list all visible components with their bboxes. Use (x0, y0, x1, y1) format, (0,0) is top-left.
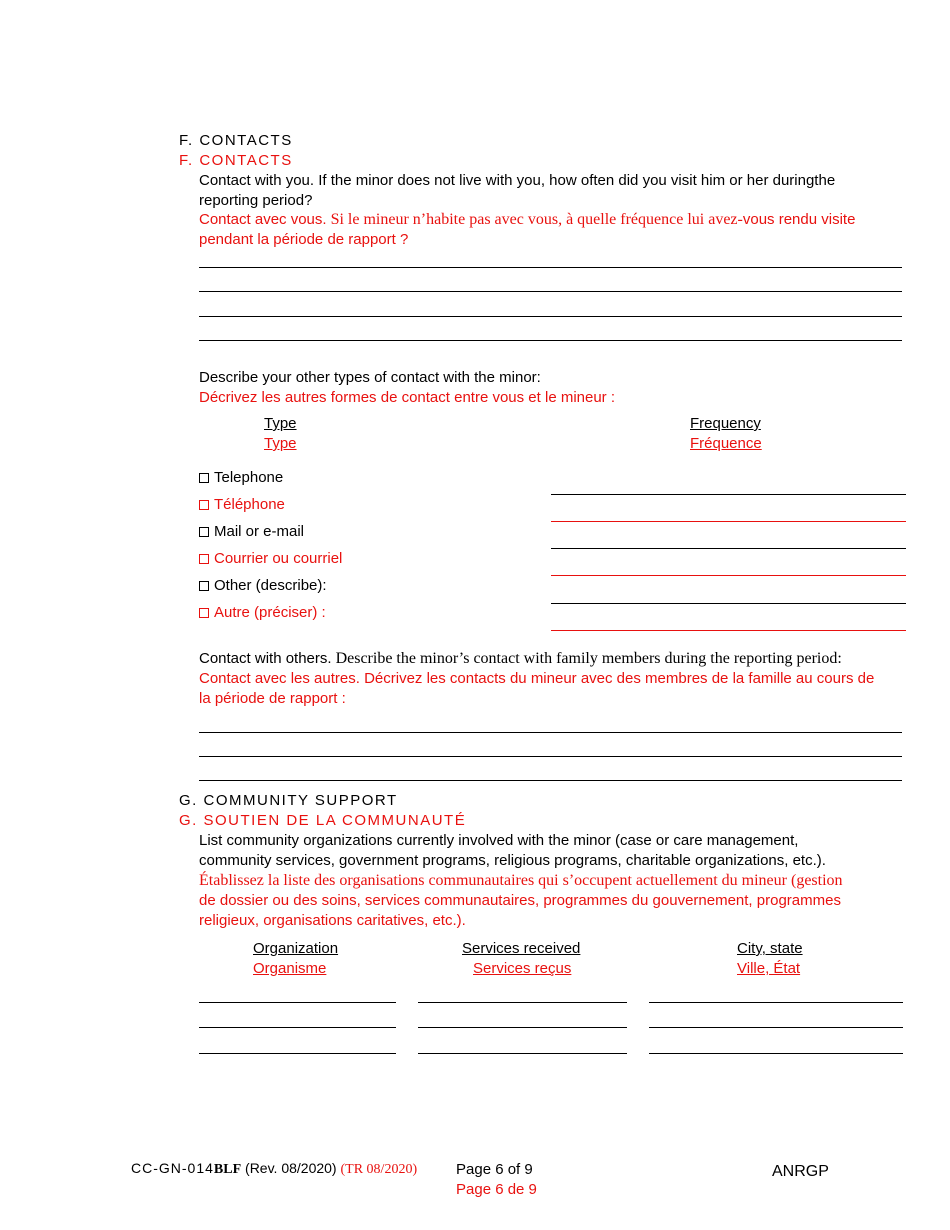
frequency-line-telephone[interactable] (551, 494, 906, 495)
page-number-fr: Page 6 de 9 (456, 1181, 537, 1198)
option-mail-en[interactable] (199, 522, 304, 542)
frequency-line-mail-fr[interactable] (551, 575, 906, 576)
community-list-en-2: community services, government programs, religious programs, charitable organizations, etc.). (199, 852, 826, 869)
col-type-fr: Type (264, 435, 297, 452)
contact-you-question-fr-1 (199, 210, 855, 230)
col-organization-en: Organization (253, 940, 339, 957)
contact-you-lead-fr: Contact avec vous. (199, 211, 327, 228)
frequency-line-other-fr[interactable] (551, 630, 906, 631)
services-line-3[interactable] (418, 1053, 627, 1054)
form-suffix: BLF (213, 1162, 242, 1177)
checkbox-icon[interactable] (199, 473, 209, 483)
city-line-2[interactable] (649, 1027, 903, 1028)
option-label: Telephone (214, 469, 284, 486)
form-rev: (Rev. 08/2020) (241, 1160, 341, 1176)
org-line-2[interactable] (199, 1027, 396, 1028)
answer-line-4[interactable] (199, 340, 902, 341)
others-answer-line-1[interactable] (199, 732, 902, 733)
contact-others-question-fr-1: Contact avec les autres. Décrivez les contacts du mineur avec des membres de la famille au cours de (199, 670, 875, 687)
form-tr: (TR 08/2020) (340, 1162, 418, 1177)
section-f-title-fr: F. CONTACTS (179, 152, 293, 169)
city-line-1[interactable] (649, 1002, 903, 1003)
option-telephone-fr[interactable] (199, 495, 285, 515)
org-line-3[interactable] (199, 1053, 396, 1054)
col-frequency-fr: Fréquence (690, 435, 762, 452)
option-label: Téléphone (214, 496, 285, 513)
option-label: Courrier ou courriel (214, 550, 343, 567)
community-list-fr-1: Établissez la liste des organisations communautaires qui s’occupent actuellement du mineur (gestion (199, 872, 843, 889)
col-frequency-en: Frequency (690, 415, 761, 432)
option-label: Autre (préciser) : (214, 604, 326, 621)
col-services-fr: Services reçus (473, 960, 572, 977)
answer-line-3[interactable] (199, 316, 902, 317)
option-label: Mail or e-mail (214, 523, 305, 540)
checkbox-icon[interactable] (199, 527, 209, 537)
option-mail-fr[interactable] (199, 549, 342, 569)
option-label: Other (describe): (214, 577, 327, 594)
contact-others-question-en (199, 649, 842, 669)
section-f-title-en: F. CONTACTS (179, 132, 293, 149)
other-types-label-en: Describe your other types of contact with the minor: (199, 369, 541, 386)
community-list-fr-3: religieux, organisations caritatives, etc.). (199, 912, 466, 929)
checkbox-icon[interactable] (199, 554, 209, 564)
contact-others-question-fr-2: la période de rapport : (199, 690, 346, 707)
footer-form-id (131, 1160, 417, 1178)
col-type-en: Type (264, 415, 297, 432)
col-organization-fr: Organisme (253, 960, 327, 977)
col-services-en: Services received (462, 940, 581, 957)
contact-you-question-fr-2: pendant la période de rapport ? (199, 231, 409, 248)
frequency-line-telephone-fr[interactable] (551, 521, 906, 522)
answer-line-1[interactable] (199, 267, 902, 268)
col-city-en: City, state (737, 940, 803, 957)
page-number-en: Page 6 of 9 (456, 1161, 533, 1178)
other-types-label-fr: Décrivez les autres formes de contact entre vous et le mineur : (199, 389, 616, 406)
footer-tag: ANRGP (772, 1163, 829, 1180)
city-line-3[interactable] (649, 1053, 903, 1054)
option-other-fr[interactable] (199, 603, 326, 623)
checkbox-icon[interactable] (199, 500, 209, 510)
answer-line-2[interactable] (199, 291, 902, 292)
section-g-title-en: G. COMMUNITY SUPPORT (179, 792, 398, 809)
community-list-fr-2: de dossier ou des soins, services communautaires, programmes du gouvernement, programmes (199, 892, 841, 909)
others-answer-line-2[interactable] (199, 756, 902, 757)
option-other-en[interactable] (199, 576, 327, 596)
contact-others-lead-en: Contact with others. (199, 650, 332, 667)
contact-you-question-en-1: Contact with you. If the minor does not live with you, how often did you visit him or her duringthe (199, 172, 836, 189)
services-line-2[interactable] (418, 1027, 627, 1028)
others-answer-line-3[interactable] (199, 780, 902, 781)
col-city-fr: Ville, État (737, 960, 801, 977)
community-list-en-1: List community organizations currently involved with the minor (case or care management, (199, 832, 799, 849)
contact-you-rest2-fr: vous rendu visite (742, 211, 856, 228)
form-code: CC-GN-014 (131, 1160, 214, 1176)
section-g-title-fr: G. SOUTIEN DE LA COMMUNAUTÉ (179, 812, 467, 829)
contact-you-rest-fr: Si le mineur n’habite pas avec vous, à quelle fréquence lui avez- (326, 211, 743, 228)
contact-you-question-en-2: reporting period? (199, 192, 313, 209)
frequency-line-other[interactable] (551, 603, 906, 604)
checkbox-icon[interactable] (199, 581, 209, 591)
org-line-1[interactable] (199, 1002, 396, 1003)
option-telephone-en[interactable] (199, 468, 283, 488)
frequency-line-mail[interactable] (551, 548, 906, 549)
services-line-1[interactable] (418, 1002, 627, 1003)
checkbox-icon[interactable] (199, 608, 209, 618)
contact-others-rest-en: Describe the minor’s contact with family members during the reporting period: (331, 650, 842, 667)
